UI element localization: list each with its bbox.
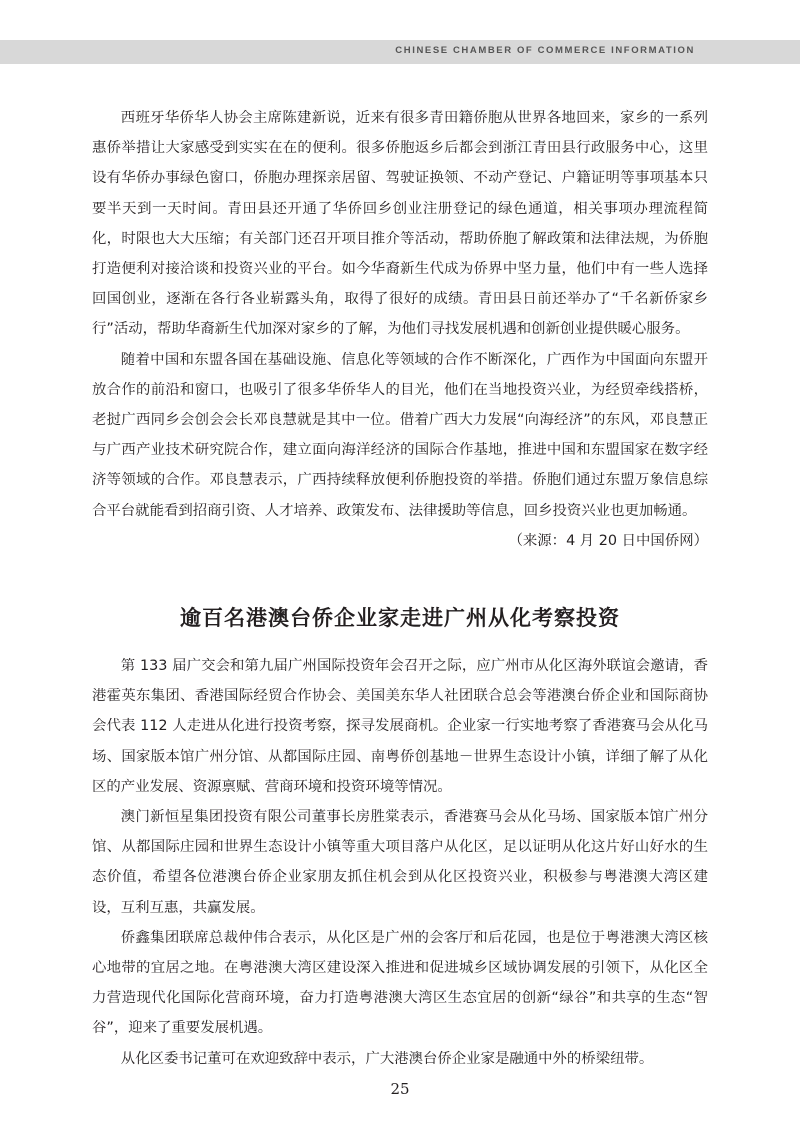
running-header: CHINESE CHAMBER OF COMMERCE INFORMATION <box>395 45 695 56</box>
article-1-paragraph: 西班牙华侨华人协会主席陈建新说，近来有很多青田籍侨胞从世界各地回来，家乡的一系列惠侨举措让大家感受到实实在在的便利。很多侨胞返乡后都会到浙江青田县行政服务中心，这里设有华侨办事绿色窗口，侨胞办理探亲居留、驾驶证换领、不动产登记、户籍证明等事项基本只要半天到一天时间。青田县还开通了华侨回乡创业注册登记的绿色通道，相关事项办理流程简化，时限也大大压缩；有关部门还召开项目推介等活动，帮助侨胞了解政策和法律法规，为侨胞打造便利对接洽谈和投资兴业的平台。如今华裔新生代成为侨界中坚力量，他们中有一些人选择回国创业，逐渐在各行各业崭露头角，取得了很好的成绩。青田县日前还举办了“千名新侨家乡行”活动，帮助华裔新生代加深对家乡的了解，为他们寻找发展机遇和创新创业提供暖心服务。 <box>92 110 708 338</box>
article-2-paragraph: 澳门新恒星集团投资有限公司董事长房胜棠表示，香港赛马会从化马场、国家版本馆广州分馆、从都国际庄园和世界生态设计小镇等重大项目落户从化区，足以证明从化这片好山好水的生态价值，希望各位港澳台侨企业家朋友抓住机会到从化区投资兴业，积极参与粤港澳大湾区建设，互利互惠，共赢发展。 <box>92 809 708 916</box>
article-1-paragraph: 随着中国和东盟各国在基础设施、信息化等领域的合作不断深化，广西作为中国面向东盟开放合作的前沿和窗口，也吸引了很多华侨华人的目光，他们在当地投资兴业，为经贸牵线搭桥，老挝广西同乡会创会会长邓良慧就是其中一位。借着广西大力发展“向海经济”的东风，邓良慧正与广西产业技术研究院合作，建立面向海洋经济的国际合作基地，推进中国和东盟国家在数字经济等领域的合作。邓良慧表示，广西持续释放便利侨胞投资的举措。侨胞们通过东盟万象信息综合平台就能看到招商引资、人才培养、政策发布、法律援助等信息，回乡投资兴业也更加畅通。 <box>92 351 708 519</box>
article-1-source: （来源：4 月 20 日中国侨网） <box>508 532 708 549</box>
article-2-paragraph: 侨鑫集团联席总裁仲伟合表示，从化区是广州的会客厅和后花园，也是位于粤港澳大湾区核心地带的宜居之地。在粤港澳大湾区建设深入推进和促进城乡区域协调发展的引领下，从化区全力营造现代化国际化营商环境，奋力打造粤港澳大湾区生态宜居的创新“绿谷”和共享的生态“智谷”，迎来了重要发展机遇。 <box>92 929 708 1037</box>
article-2-paragraph: 从化区委书记董可在欢迎致辞中表示，广大港澳台侨企业家是融通中外的桥梁纽带。 <box>120 1050 654 1067</box>
page-number: 25 <box>390 1080 410 1098</box>
article-2-headline: 逾百名港澳台侨企业家走进广州从化考察投资 <box>180 606 620 630</box>
article-1-body <box>92 103 708 556</box>
article-2-paragraph: 第 133 届广交会和第九届广州国际投资年会召开之际，应广州市从化区海外联谊会邀请，香港霍英东集团、香港国际经贸合作协会、美国美东华人社团联合总会等港澳台侨企业和国际商协会代表 112 人走进从化进行投资考察，探寻发展商机。企业家一行实地考察了香港赛马会从化马场、国家版本馆广州分馆、从都国际庄园、南粤侨创基地－世界生态设计小镇，详细了解了从化区的产业发展、资源禀赋、营商环境和投资环境等情况。 <box>92 658 708 795</box>
article-2-body <box>92 651 708 1074</box>
